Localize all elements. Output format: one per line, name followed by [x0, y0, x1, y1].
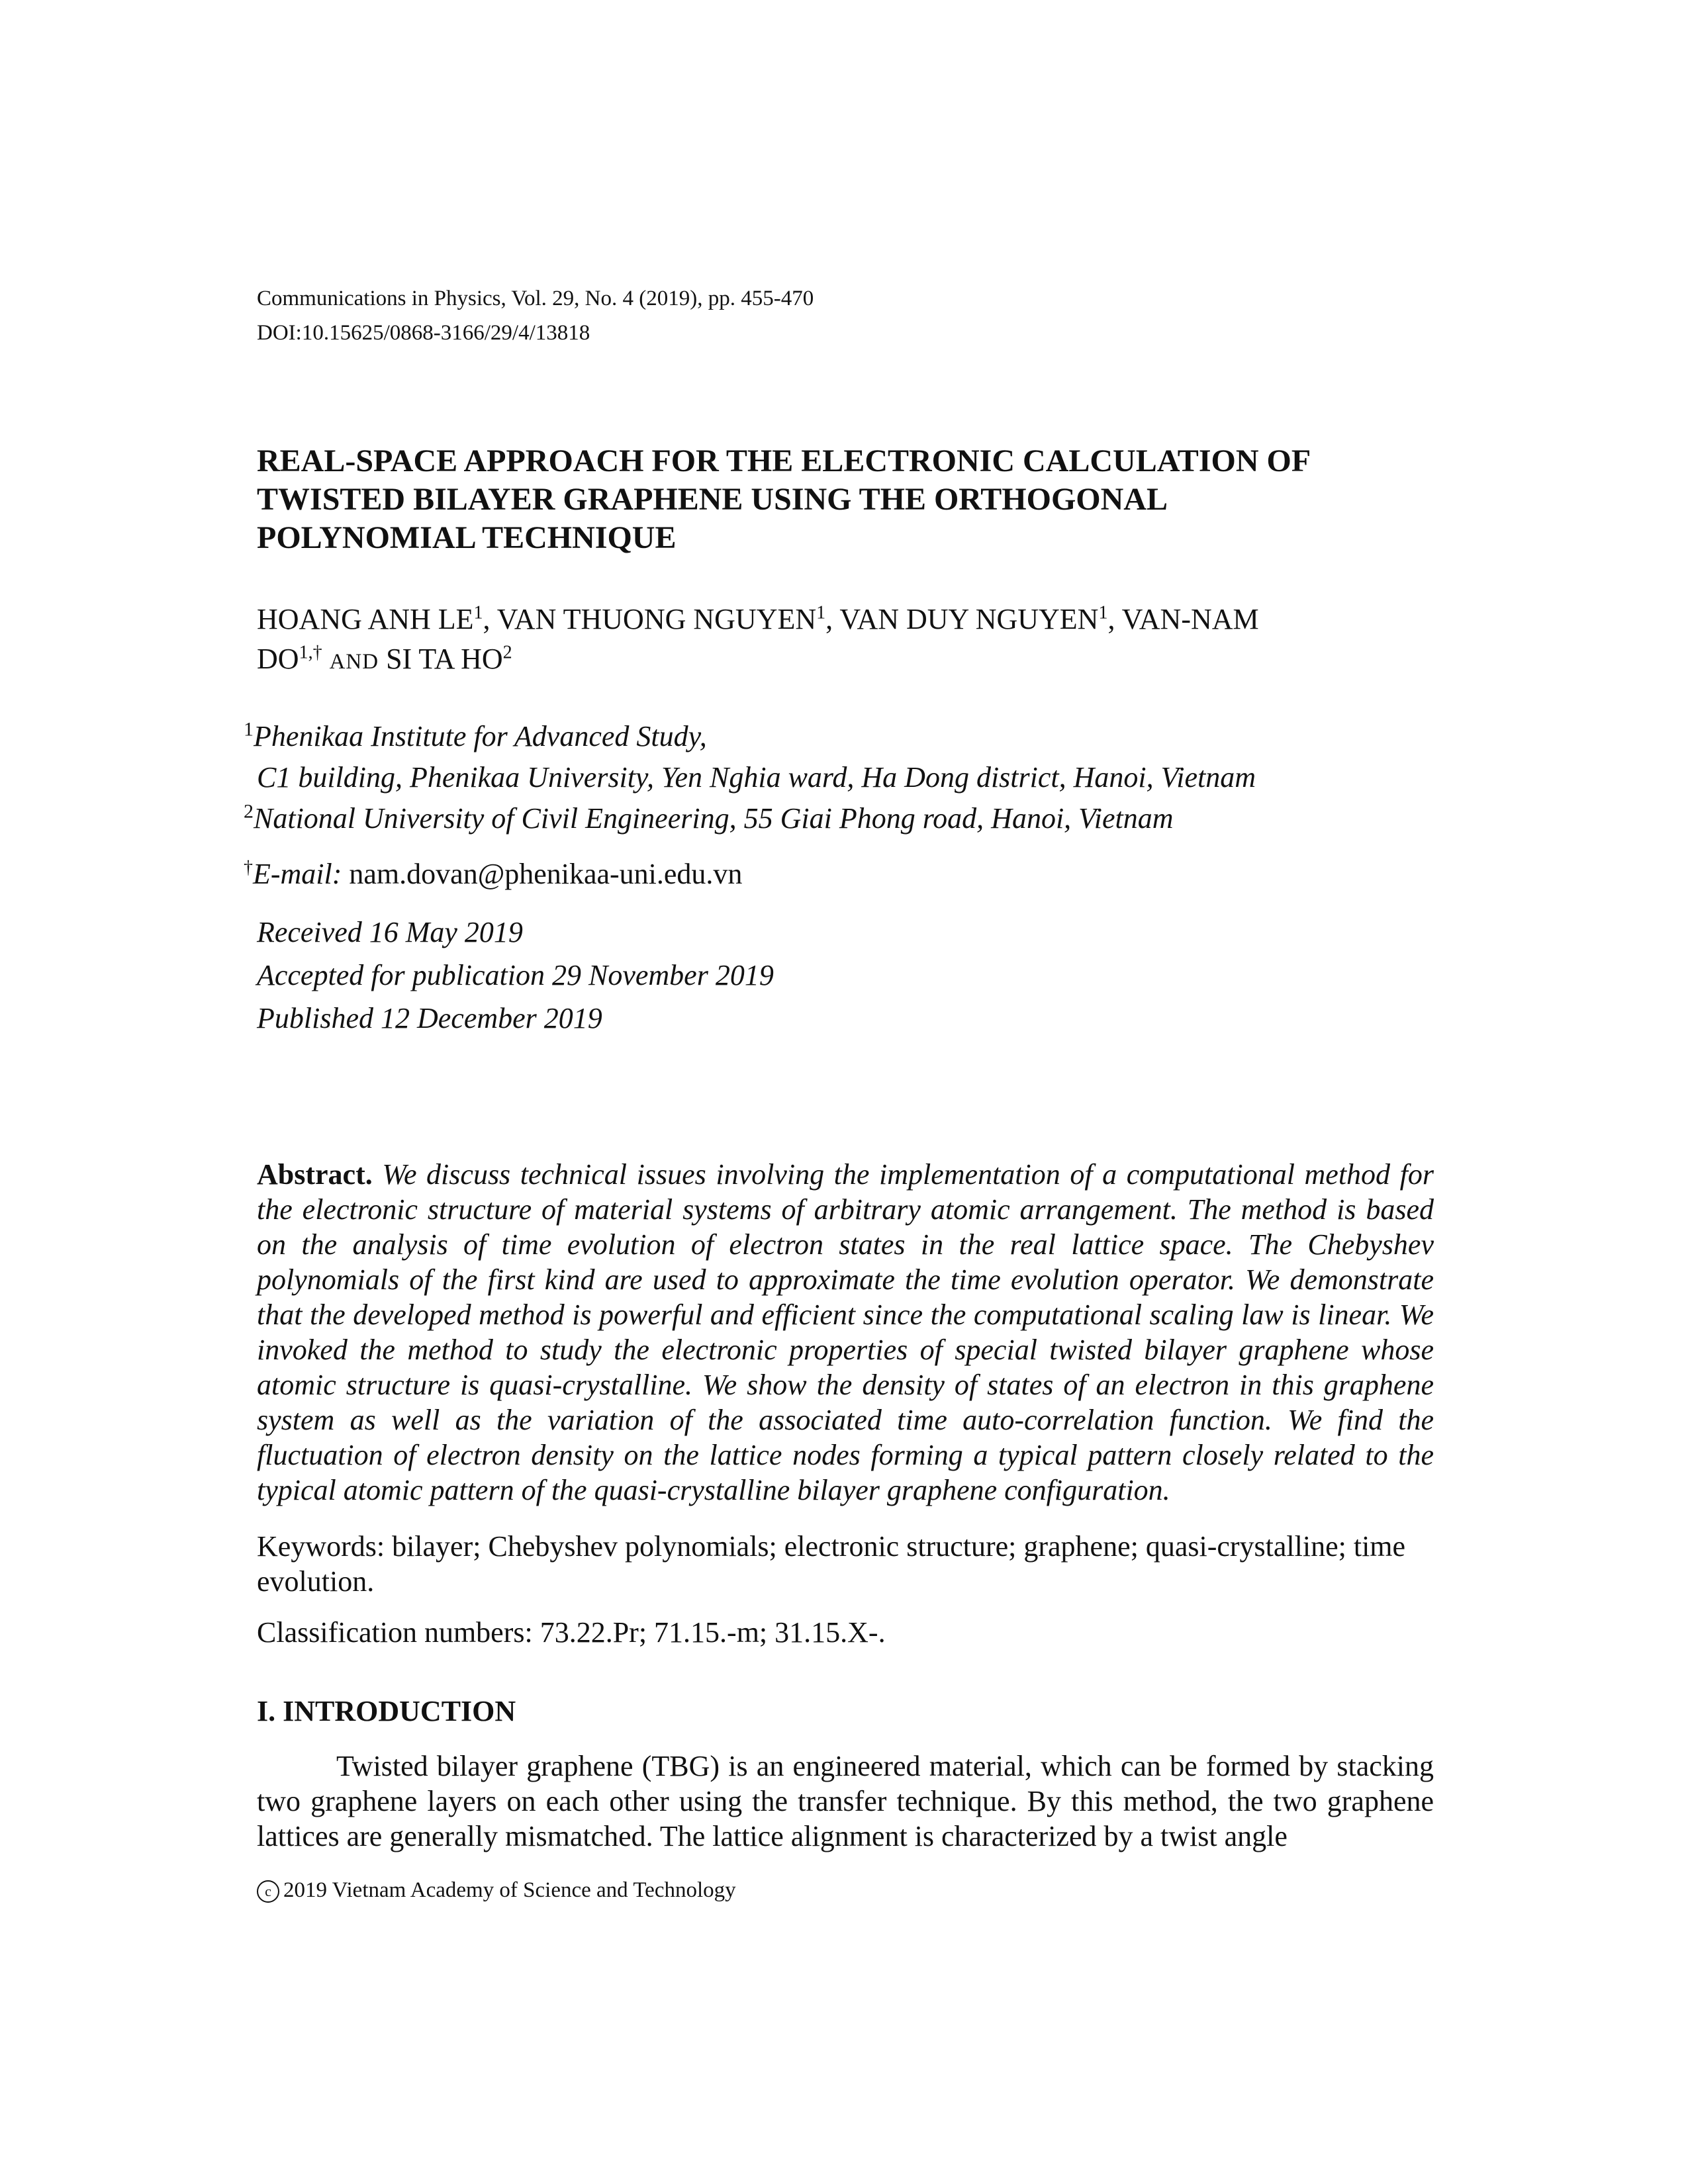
author-5-affil: 2	[502, 642, 512, 663]
date-published: Published 12 December 2019	[257, 1002, 602, 1034]
email-dagger: †	[244, 857, 253, 878]
author-1: HOANG ANH LE	[257, 603, 474, 635]
footer-copyright	[257, 1878, 736, 1903]
paper-title	[257, 442, 1311, 557]
affiliation-1-line-2: C1 building, Phenikaa University, Yen Nghia ward, Ha Dong district, Hanoi, Vietnam	[257, 761, 1256, 794]
author-3: VAN DUY NGUYEN	[839, 603, 1099, 635]
email-label: E-mail:	[253, 858, 342, 890]
journal-doi: DOI:10.15625/0868-3166/29/4/13818	[257, 321, 590, 345]
keywords: Keywords: bilayer; Chebyshev polynomials; electronic structure; graphene; quasi-crystalline; time evolution.	[257, 1530, 1406, 1598]
author-conjunction: AND	[329, 650, 379, 674]
author-2-affil: 1	[816, 602, 826, 623]
affiliation-2-line-1: National University of Civil Engineering, 55 Giai Phong road, Hanoi, Vietnam	[254, 802, 1174, 835]
abstract-label: Abstract.	[257, 1158, 373, 1191]
author-1-affil: 1	[473, 602, 483, 623]
author-list: HOANG ANH $LE^1$, VAN THUONG NGUYEN$^1$, VAN DUY NGUYEN$^1$, VAN-NAM $DO^{1,\dagger}$ AND SI TA $HO^2$	[257, 602, 1259, 675]
affiliation-2-number: 2	[244, 800, 254, 823]
corresponding-email	[244, 854, 742, 895]
email-address[interactable]: nam.dovan@phenikaa-uni.edu.vn	[349, 858, 743, 890]
title-line-2: TWISTED BILAYER GRAPHENE USING THE ORTHOGONAL	[257, 482, 1168, 517]
section-title: INTRODUCTION	[283, 1695, 516, 1727]
intro-paragraph: Twisted bilayer graphene (TBG) is an engineered material, which can be formed by stacking two graphene layers on each other using the transfer technique. By this method, the two graphene lattices are generally mismatched. The lattice alignment is characterized by a twist angle	[257, 1750, 1434, 1852]
journal-header	[257, 281, 814, 350]
abstract	[257, 1157, 1434, 1508]
classification-numbers: Classification numbers: 73.22.Pr; 71.15.-m; 31.15.X-.	[257, 1616, 886, 1649]
date-accepted: Accepted for publication 29 November 2019	[257, 959, 774, 991]
author-4-part2: DO	[257, 643, 299, 675]
date-received: Received 16 May 2019	[257, 916, 523, 948]
title-line-1: REAL-SPACE APPROACH FOR THE ELECTRONIC CALCULATION OF	[257, 443, 1311, 478]
article-dates	[257, 911, 774, 1040]
author-4-part1: VAN-NAM	[1121, 603, 1259, 635]
author-5: SI TA HO	[386, 643, 503, 675]
journal-citation: Communications in Physics, Vol. 29, No. 4 (2019), pp. 455-470	[257, 287, 814, 310]
section-number: I.	[257, 1695, 276, 1727]
affiliation-1-line-1: Phenikaa Institute for Advanced Study,	[254, 720, 707, 752]
affiliation-1-number: 1	[244, 718, 254, 741]
affiliations	[244, 716, 1256, 839]
author-2: VAN THUONG NGUYEN	[496, 603, 817, 635]
section-heading	[257, 1694, 516, 1728]
abstract-text: We discuss technical issues involving the implementation of a computational method for the electronic structure of material systems of arbitrary atomic arrangement. The method is based on the analysis of time evolution of electron states in the real lattice space. The Chebyshev polynomials of the first kind are used to approximate the time evolution operator. We demonstrate that the developed method is powerful and efficient since the computational scaling law is linear. We invoked the method to study the electronic properties of special twisted bilayer graphene whose atomic structure is quasi-crystalline. We show the density of states of an electron in this graphene system as well as the variation of the associated time auto-correlation function. We find the fluctuation of electron density on the lattice nodes forming a typical pattern closely related to the typical atomic pattern of the quasi-crystalline bilayer graphene configuration.	[257, 1158, 1434, 1506]
copyright-text: 2019 Vietnam Academy of Science and Technology	[283, 1878, 736, 1902]
copyright-icon: c	[257, 1880, 279, 1903]
author-3-affil: 1	[1098, 602, 1108, 623]
title-line-3: POLYNOMIAL TECHNIQUE	[257, 520, 677, 555]
author-4-affil: 1,†	[299, 642, 322, 663]
